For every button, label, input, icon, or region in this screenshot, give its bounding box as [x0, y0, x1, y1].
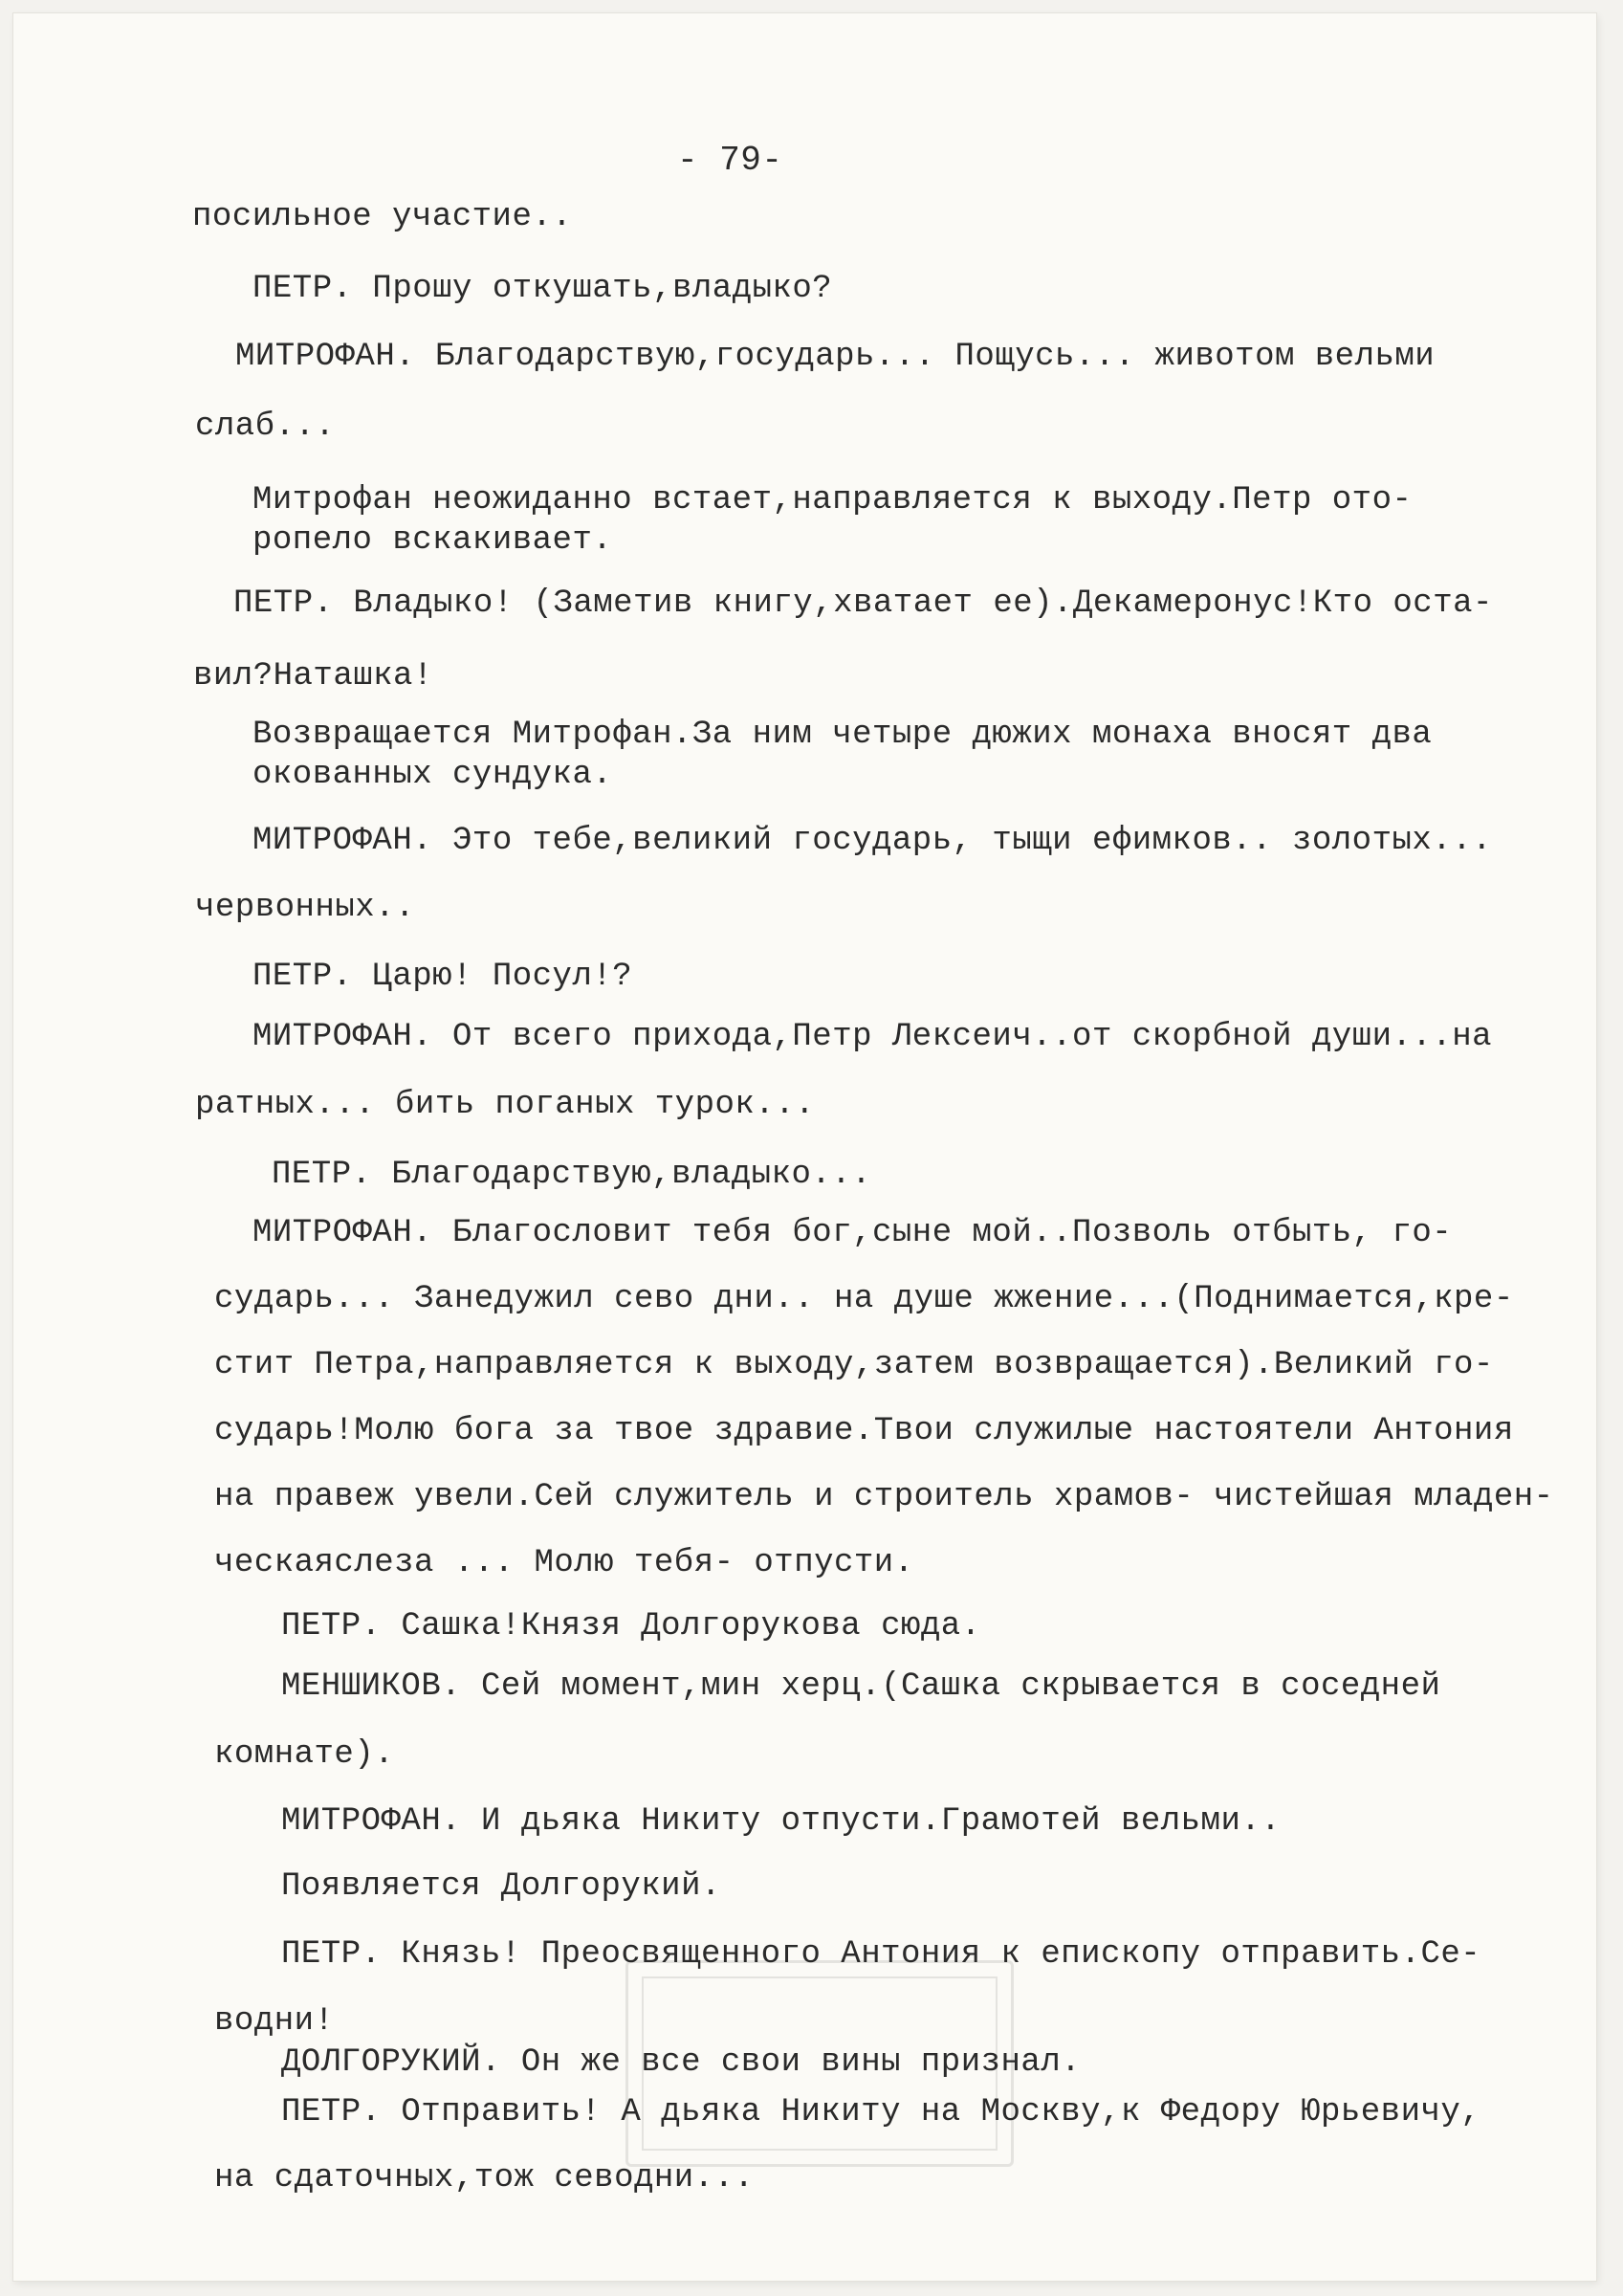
text-line: сударь!Молю бога за твое здравие.Твои служилые настоятели Антония: [214, 1413, 1514, 1449]
text-line: ПЕТР. Отправить! А дьяка Никиту на Москву,к Федору Юрьевичу,: [281, 2094, 1481, 2130]
text-line: окованных сундука.: [252, 757, 613, 793]
text-line: ПЕТР. Царю! Посул!?: [252, 959, 633, 995]
text-line: Появляется Долгорукий.: [281, 1868, 721, 1905]
page-number: - 79-: [677, 141, 783, 180]
text-line: ропело вскакивает.: [252, 522, 613, 559]
text-line: МИТРОФАН. От всего прихода,Петр Лексеич..от скорбной души...на: [252, 1019, 1493, 1055]
text-line: ПЕТР. Прошу откушать,владыко?: [252, 271, 833, 307]
text-line: МИТРОФАН. Благодарствую,государь... Пощусь... животом вельми: [235, 339, 1436, 375]
text-line: слаб...: [195, 408, 336, 445]
text-line: Возвращается Митрофан.За ним четыре дюжих монаха вносят два: [252, 717, 1433, 753]
text-line: стит Петра,направляется к выходу,затем возвращается).Великий го-: [214, 1347, 1494, 1383]
document-page: [13, 13, 1596, 2281]
text-line: ДОЛГОРУКИЙ. Он же все свои вины признал.: [281, 2044, 1082, 2081]
text-line: ПЕТР. Благодарствую,владыко...: [272, 1157, 872, 1193]
text-line: сударь... Занедужил сево дни.. на душе жжение...(Поднимается,кре-: [214, 1281, 1514, 1317]
text-line: ческаяслеза ... Молю тебя- отпусти.: [214, 1545, 914, 1581]
text-line: ПЕТР. Сашка!Князя Долгорукова сюда.: [281, 1608, 981, 1645]
text-line: ратных... бить поганых турок...: [195, 1087, 816, 1123]
text-line: МИТРОФАН. Благословит тебя бог,сыне мой..Позволь отбыть, го-: [252, 1215, 1453, 1251]
text-line: червонных..: [195, 890, 415, 926]
text-line: Митрофан неожиданно встает,направляется к выходу.Петр ото-: [252, 482, 1413, 519]
text-line: ПЕТР. Князь! Преосвященного Антония к епископу отправить.Се-: [281, 1936, 1481, 1973]
text-line: на правеж увели.Сей служитель и строитель храмов- чистейшая младен-: [214, 1479, 1554, 1515]
text-line: вил?Наташка!: [193, 658, 433, 695]
text-line: на сдаточных,тож севодни...: [214, 2160, 755, 2197]
text-line: посильное участие..: [192, 199, 573, 235]
text-line: водни!: [214, 2003, 335, 2040]
text-line: ПЕТР. Владыко! (Заметив книгу,хватает ее).Декамеронус!Кто оста-: [233, 585, 1493, 622]
text-line: МЕНШИКОВ. Сей момент,мин херц.(Сашка скрывается в соседней: [281, 1668, 1441, 1705]
text-line: МИТРОФАН. Это тебе,великий государь, тыщи ефимков.. золотых...: [252, 823, 1493, 859]
text-line: комнате).: [214, 1736, 395, 1773]
text-line: МИТРОФАН. И дьяка Никиту отпусти.Грамотей вельми..: [281, 1803, 1282, 1840]
